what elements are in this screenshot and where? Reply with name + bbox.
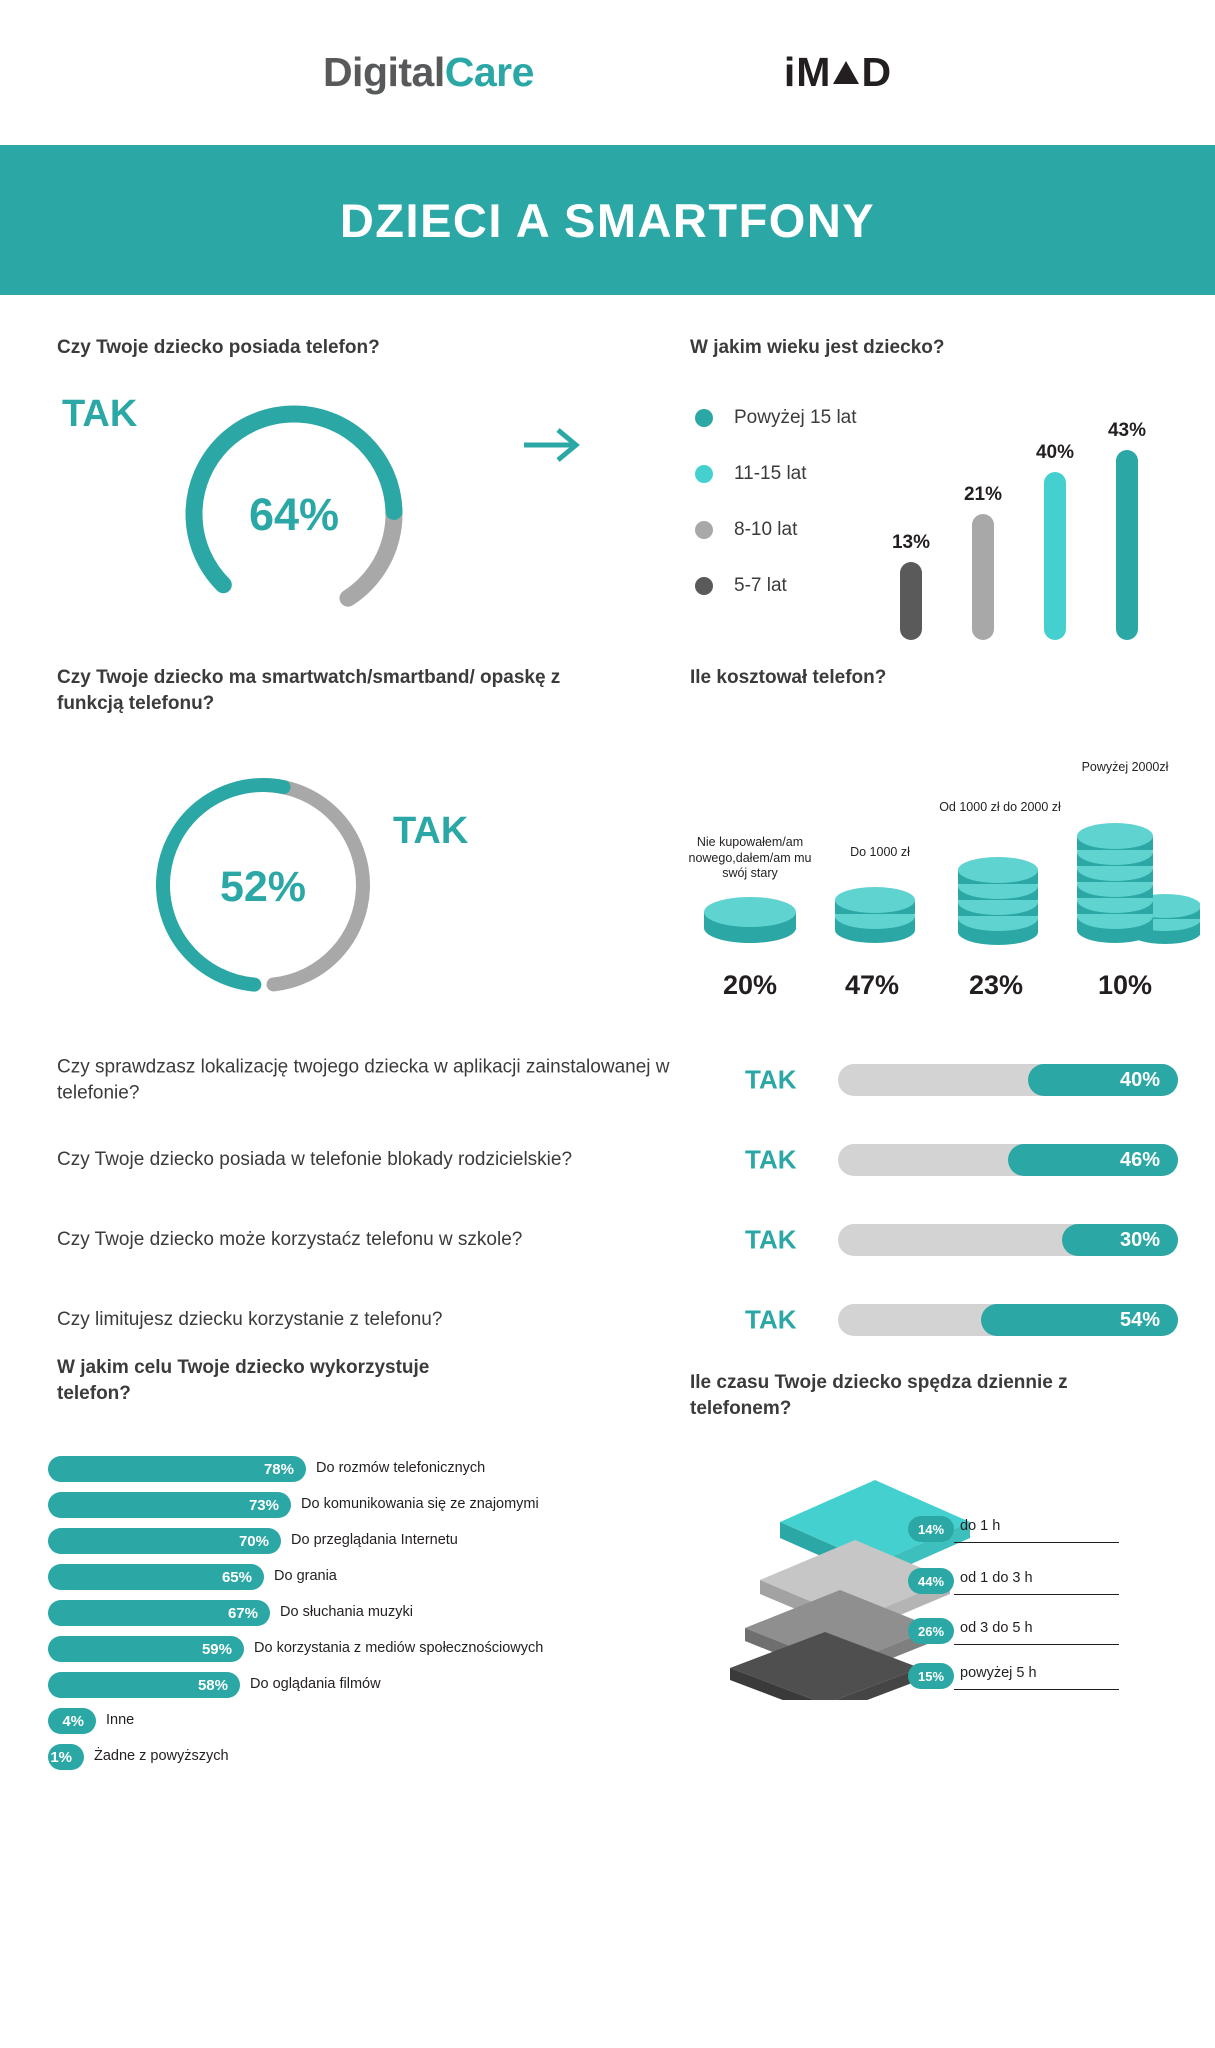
yesbar-fill-2 [1062, 1224, 1178, 1256]
digitalcare-logo [323, 49, 534, 96]
page-title: DZIECI A SMARTFONY [339, 193, 876, 247]
usage-row-6 [48, 1668, 668, 1704]
usage-label-6: Do oglądania filmów [250, 1676, 381, 1692]
smartwatch-yes-label: TAK [393, 810, 469, 852]
triangle-icon [831, 56, 861, 90]
price-coin-chart [660, 720, 1200, 1030]
yesbar-pct-1: 46% [1119, 1148, 1160, 1171]
usage-bar-6 [48, 1672, 240, 1698]
yesbar-pct-3: 54% [1119, 1308, 1160, 1331]
usage-pct-6: 58% [197, 1676, 228, 1694]
usage-row-1 [48, 1488, 668, 1524]
yesbar-row-2 [0, 1200, 1215, 1280]
price-pct-2: 23% [968, 970, 1024, 1000]
usage-bar-2 [48, 1528, 281, 1554]
age-bar-chart [880, 390, 1180, 640]
usage-row-8 [48, 1740, 668, 1776]
legend-dot-icon [695, 577, 713, 595]
legend-item-0 [695, 390, 857, 446]
question-daily-time: Ile czasu Twoje dziecko spędza dziennie z telefonem? [690, 1372, 1068, 1419]
title-band [0, 145, 1215, 295]
smartwatch-donut [118, 755, 448, 995]
time-line-3 [954, 1689, 1119, 1690]
age-bar-label-8-10: 21% [963, 484, 1003, 505]
price-caption-0: Nie kupowałem/am nowego,dałem/am mu swój stary [688, 835, 812, 881]
section-phone-ownership [0, 295, 1215, 650]
yesbar-question-0: Czy sprawdzasz lokalizację twojego dziecka w aplikacji zainstalowanej w telefonie? [57, 1056, 670, 1103]
imad-logo-post: D [861, 49, 893, 95]
age-bar-5-7 [900, 562, 922, 640]
arrow-right-icon [520, 420, 590, 470]
legend-item-1 [695, 446, 857, 502]
question-usage: W jakim celu Twoje dziecko wykorzystuje telefon? [57, 1357, 430, 1404]
legend-label-2: 8-10 lat [734, 519, 798, 540]
yesbar-tak-2: TAK [745, 1224, 797, 1255]
time-line-1 [954, 1594, 1119, 1595]
yesbar-pct-2: 30% [1119, 1228, 1160, 1251]
usage-bar-1 [48, 1492, 291, 1518]
usage-pct-0: 78% [263, 1460, 294, 1478]
yesbar-track-1 [838, 1144, 1178, 1176]
time-label-0: do 1 h [960, 1518, 1001, 1534]
yesbar-pct-0: 40% [1119, 1068, 1160, 1091]
time-line-2 [954, 1644, 1119, 1645]
usage-bar-5 [48, 1636, 244, 1662]
usage-row-5 [48, 1632, 668, 1668]
time-badge-1: 44% [908, 1568, 954, 1594]
price-pct-3: 10% [1097, 970, 1153, 1000]
layer-stack-graphics [690, 1460, 1120, 1700]
usage-label-5: Do korzystania z mediów społecznościowych [254, 1640, 544, 1656]
usage-pct-4: 67% [227, 1604, 258, 1622]
legend-label-1: 11-15 lat [734, 463, 807, 484]
time-badge-3: 15% [908, 1663, 954, 1689]
yesbar-track-0 [838, 1064, 1178, 1096]
phone-ownership-yes-label: TAK [62, 393, 138, 435]
yesbar-question-1: Czy Twoje dziecko posiada w telefonie blokady rodzicielskie? [57, 1149, 573, 1171]
usage-bar-7 [48, 1708, 96, 1734]
coin-stack-1 [835, 887, 915, 943]
age-bar-11-15 [1044, 472, 1066, 640]
usage-row-0 [48, 1452, 668, 1488]
usage-label-8: Żadne z powyższych [94, 1748, 229, 1764]
time-label-1: od 1 do 3 h [960, 1570, 1033, 1586]
price-caption-1: Do 1000 zł [850, 845, 910, 859]
legend-item-3 [695, 558, 857, 614]
yesbar-tak-0: TAK [745, 1064, 797, 1095]
question-phone-price: Ile kosztował telefon? [690, 667, 887, 688]
time-badge-0: 14% [908, 1516, 954, 1542]
phone-ownership-donut [160, 380, 430, 610]
usage-bar-3 [48, 1564, 264, 1590]
usage-row-3 [48, 1560, 668, 1596]
section-yes-bars [0, 1040, 1215, 1335]
legend-dot-icon [695, 409, 713, 427]
age-bar-label-11-15: 40% [1035, 442, 1075, 463]
usage-row-7 [48, 1704, 668, 1740]
yesbar-tak-1: TAK [745, 1144, 797, 1175]
yesbar-tak-3: TAK [745, 1304, 797, 1335]
yesbar-fill-0 [1028, 1064, 1178, 1096]
phone-ownership-value: 64% [248, 489, 340, 540]
usage-label-0: Do rozmów telefonicznych [316, 1460, 486, 1476]
yesbar-question-2: Czy Twoje dziecko może korzystaćz telefonu w szkole? [57, 1229, 523, 1251]
usage-bar-0 [48, 1456, 306, 1482]
usage-row-2 [48, 1524, 668, 1560]
usage-label-7: Inne [106, 1712, 135, 1728]
legend-dot-icon [695, 521, 713, 539]
legend-label-3: 5-7 lat [734, 575, 787, 596]
section-usage-time [0, 1330, 1215, 1766]
age-bar-15plus [1116, 450, 1138, 640]
usage-pct-5: 59% [201, 1640, 232, 1658]
usage-bar-4 [48, 1600, 270, 1626]
time-layer-chart [690, 1460, 1120, 1710]
digitalcare-logo-part1: Digital [322, 49, 445, 95]
usage-label-4: Do słuchania muzyki [280, 1604, 413, 1620]
usage-pct-1: 73% [248, 1496, 279, 1514]
legend-item-2 [695, 502, 857, 558]
usage-label-2: Do przeglądania Internetu [291, 1532, 458, 1548]
price-pct-0: 20% [722, 970, 778, 1000]
donut-chart-64 [160, 380, 428, 648]
question-smartwatch: Czy Twoje dziecko ma smartwatch/smartband/ opaskę z funkcją telefonu? [57, 667, 561, 714]
yesbar-track-2 [838, 1224, 1178, 1256]
smartwatch-value: 52% [219, 863, 307, 911]
usage-bar-8 [48, 1744, 84, 1770]
yesbar-row-0 [0, 1040, 1215, 1120]
legend-label-0: Powyżej 15 lat [734, 407, 857, 428]
donut-chart-52 [118, 755, 408, 1015]
usage-label-1: Do komunikowania się ze znajomymi [301, 1496, 539, 1512]
usage-bar-chart [48, 1452, 668, 1776]
usage-pct-7: 4% [62, 1712, 84, 1730]
usage-pct-2: 70% [238, 1532, 269, 1550]
usage-row-4 [48, 1596, 668, 1632]
yesbar-row-1 [0, 1120, 1215, 1200]
legend-dot-icon [695, 465, 713, 483]
question-child-age: W jakim wieku jest dziecko? [690, 337, 945, 358]
age-bar-8-10 [972, 514, 994, 640]
logo-bar [0, 0, 1215, 145]
age-legend [695, 390, 857, 614]
age-bar-label-5-7: 13% [891, 532, 931, 553]
section-smartwatch-price [0, 650, 1215, 1030]
yesbar-fill-1 [1008, 1144, 1178, 1176]
digitalcare-logo-part2: Care [444, 49, 534, 95]
time-badge-2: 26% [908, 1618, 954, 1644]
price-caption-3: Powyżej 2000zł [1081, 760, 1169, 774]
yesbar-question-3: Czy limitujesz dziecku korzystanie z telefonu? [57, 1309, 443, 1331]
coin-stack-2 [958, 857, 1038, 945]
imad-logo-pre: iM [783, 49, 832, 95]
usage-pct-3: 65% [221, 1568, 252, 1586]
coin-stack-0 [704, 897, 796, 943]
usage-label-3: Do grania [274, 1568, 337, 1584]
question-phone-ownership: Czy Twoje dziecko posiada telefon? [57, 337, 380, 358]
time-label-2: od 3 do 5 h [960, 1620, 1033, 1636]
time-label-3: powyżej 5 h [960, 1665, 1037, 1681]
time-line-0 [954, 1542, 1119, 1543]
usage-pct-8: 1% [50, 1748, 72, 1766]
price-pct-1: 47% [844, 970, 900, 1000]
price-caption-2: Od 1000 zł do 2000 zł [939, 800, 1061, 814]
coin-stack-3 [1077, 823, 1200, 944]
imad-logo [784, 49, 892, 96]
age-bar-label-15plus: 43% [1107, 420, 1147, 441]
